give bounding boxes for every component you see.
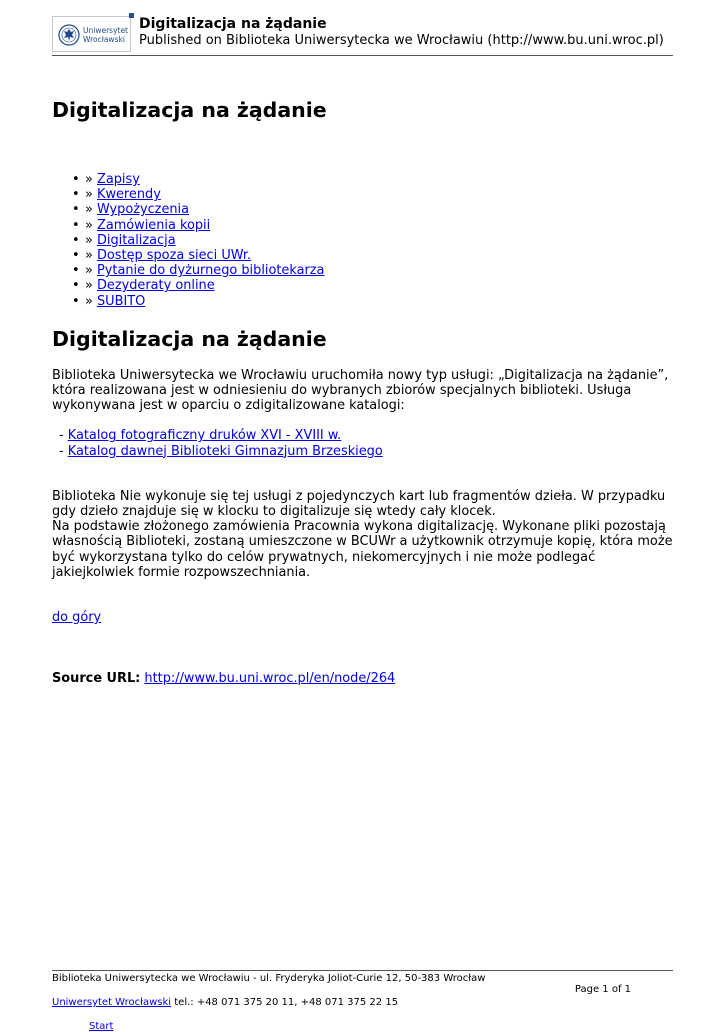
catalog-item bbox=[59, 444, 673, 459]
nav-item bbox=[85, 263, 673, 278]
published-on-text: Published on Biblioteka Uniwersytecka we Wrocławiu (http://www.bu.uni.wroc.pl) bbox=[139, 33, 664, 48]
source-url-line bbox=[52, 671, 673, 686]
nav-link[interactable]: Kwerendy bbox=[96, 187, 161, 203]
nav-item-prefix: » bbox=[85, 263, 97, 279]
nav-link[interactable]: Digitalizacja bbox=[96, 232, 176, 248]
rules-paragraph-2: Na podstawie złożonego zamówienia Pracownia wykona digitalizację. Wykonane pliki pozostają własnością Biblioteki, zostaną umieszczone w BCUWr a użytkownik otrzymuje kopię, która może być wykorzystana tylko do celów prywatnych, niekomercyjnych i nie może podlegać jakiejkolwiek formie rozpowszechniania. bbox=[52, 519, 673, 580]
nav-link[interactable]: Pytanie do dyżurnego bibliotekarza bbox=[96, 263, 325, 279]
page-header bbox=[52, 14, 673, 56]
start-link[interactable]: Start bbox=[89, 1021, 114, 1032]
service-rules bbox=[52, 489, 673, 580]
nav-item bbox=[85, 187, 673, 202]
nav-item-prefix: » bbox=[85, 232, 97, 248]
main-content bbox=[52, 96, 673, 686]
nav-link[interactable]: Zapisy bbox=[96, 172, 140, 187]
catalog-list bbox=[52, 428, 673, 458]
nav-item-prefix: » bbox=[85, 293, 97, 309]
nav-item-prefix: » bbox=[85, 278, 97, 294]
nav-link[interactable]: SUBITO bbox=[96, 293, 146, 309]
nav-item bbox=[85, 278, 673, 293]
logo-line-2: Wrocławski bbox=[83, 35, 125, 44]
nav-item bbox=[85, 202, 673, 217]
phone-numbers: tel.: +48 071 375 20 11, +48 071 375 22 15 bbox=[171, 997, 399, 1008]
contact-line bbox=[52, 997, 398, 1008]
nav-item-prefix: » bbox=[85, 187, 97, 203]
source-url-label: Source URL: bbox=[52, 671, 141, 687]
logo-corner-mark bbox=[129, 13, 134, 18]
nav-item bbox=[85, 233, 673, 248]
page-footer bbox=[52, 970, 673, 1032]
service-nav-list bbox=[52, 172, 673, 309]
university-link[interactable]: Uniwersytet Wrocławski bbox=[52, 997, 172, 1008]
nav-item-prefix: » bbox=[85, 172, 97, 187]
nav-item-prefix: » bbox=[85, 217, 97, 233]
nav-link[interactable]: Zamówienia kopii bbox=[96, 217, 211, 233]
nav-item-prefix: » bbox=[85, 202, 97, 218]
nav-item bbox=[85, 248, 673, 263]
nav-item bbox=[85, 172, 673, 187]
page-title: Digitalizacja na żądanie bbox=[52, 98, 327, 122]
nav-link[interactable]: Wypożyczenia bbox=[96, 202, 190, 218]
catalog-dash: - bbox=[59, 428, 68, 444]
logo-text bbox=[83, 26, 128, 44]
university-logo bbox=[52, 16, 131, 52]
source-url-link[interactable]: http://www.bu.uni.wroc.pl/en/node/264 bbox=[144, 671, 396, 687]
back-to-top-link[interactable]: do góry bbox=[52, 610, 102, 626]
start-line bbox=[89, 1021, 113, 1032]
catalog-dash: - bbox=[59, 443, 68, 459]
rules-paragraph-1: Biblioteka Nie wykonuje się tej usługi z pojedynczych kart lub fragmentów dzieła. W przypadku gdy dzieło znajduje się w klocku to digitalizuje się wtedy cały klocek. bbox=[52, 488, 666, 520]
nav-item-prefix: » bbox=[85, 248, 97, 264]
page-number: Page 1 of 1 bbox=[574, 984, 631, 995]
eagle-crest-icon bbox=[58, 23, 80, 47]
nav-link[interactable]: Dostęp spoza sieci UWr. bbox=[96, 248, 252, 264]
catalog-link[interactable]: Katalog fotograficzny druków XVI - XVIII w. bbox=[67, 428, 342, 444]
catalog-item bbox=[59, 428, 673, 443]
logo-line-1: Uniwersytet bbox=[83, 26, 128, 35]
nav-item bbox=[85, 218, 673, 233]
intro-paragraph: Biblioteka Uniwersytecka we Wrocławiu uruchomiła nowy typ usługi: „Digitalizacja na żądanie”, która realizowana jest w odniesieniu do wybranych zbiorów specjalnych biblioteki. Usługa wykonywana jest w oparciu o zdigitalizowane katalogi: bbox=[52, 367, 669, 414]
nav-link[interactable]: Dezyderaty online bbox=[96, 278, 215, 294]
nav-item bbox=[85, 294, 673, 309]
catalog-link[interactable]: Katalog dawnej Biblioteki Gimnazjum Brzeskiego bbox=[67, 443, 383, 459]
library-address: Biblioteka Uniwersytecka we Wrocławiu - ul. Fryderyka Joliot-Curie 12, 50-383 Wrocław bbox=[52, 973, 486, 984]
section-heading: Digitalizacja na żądanie bbox=[52, 326, 327, 351]
header-title: Digitalizacja na żądanie bbox=[139, 16, 327, 32]
